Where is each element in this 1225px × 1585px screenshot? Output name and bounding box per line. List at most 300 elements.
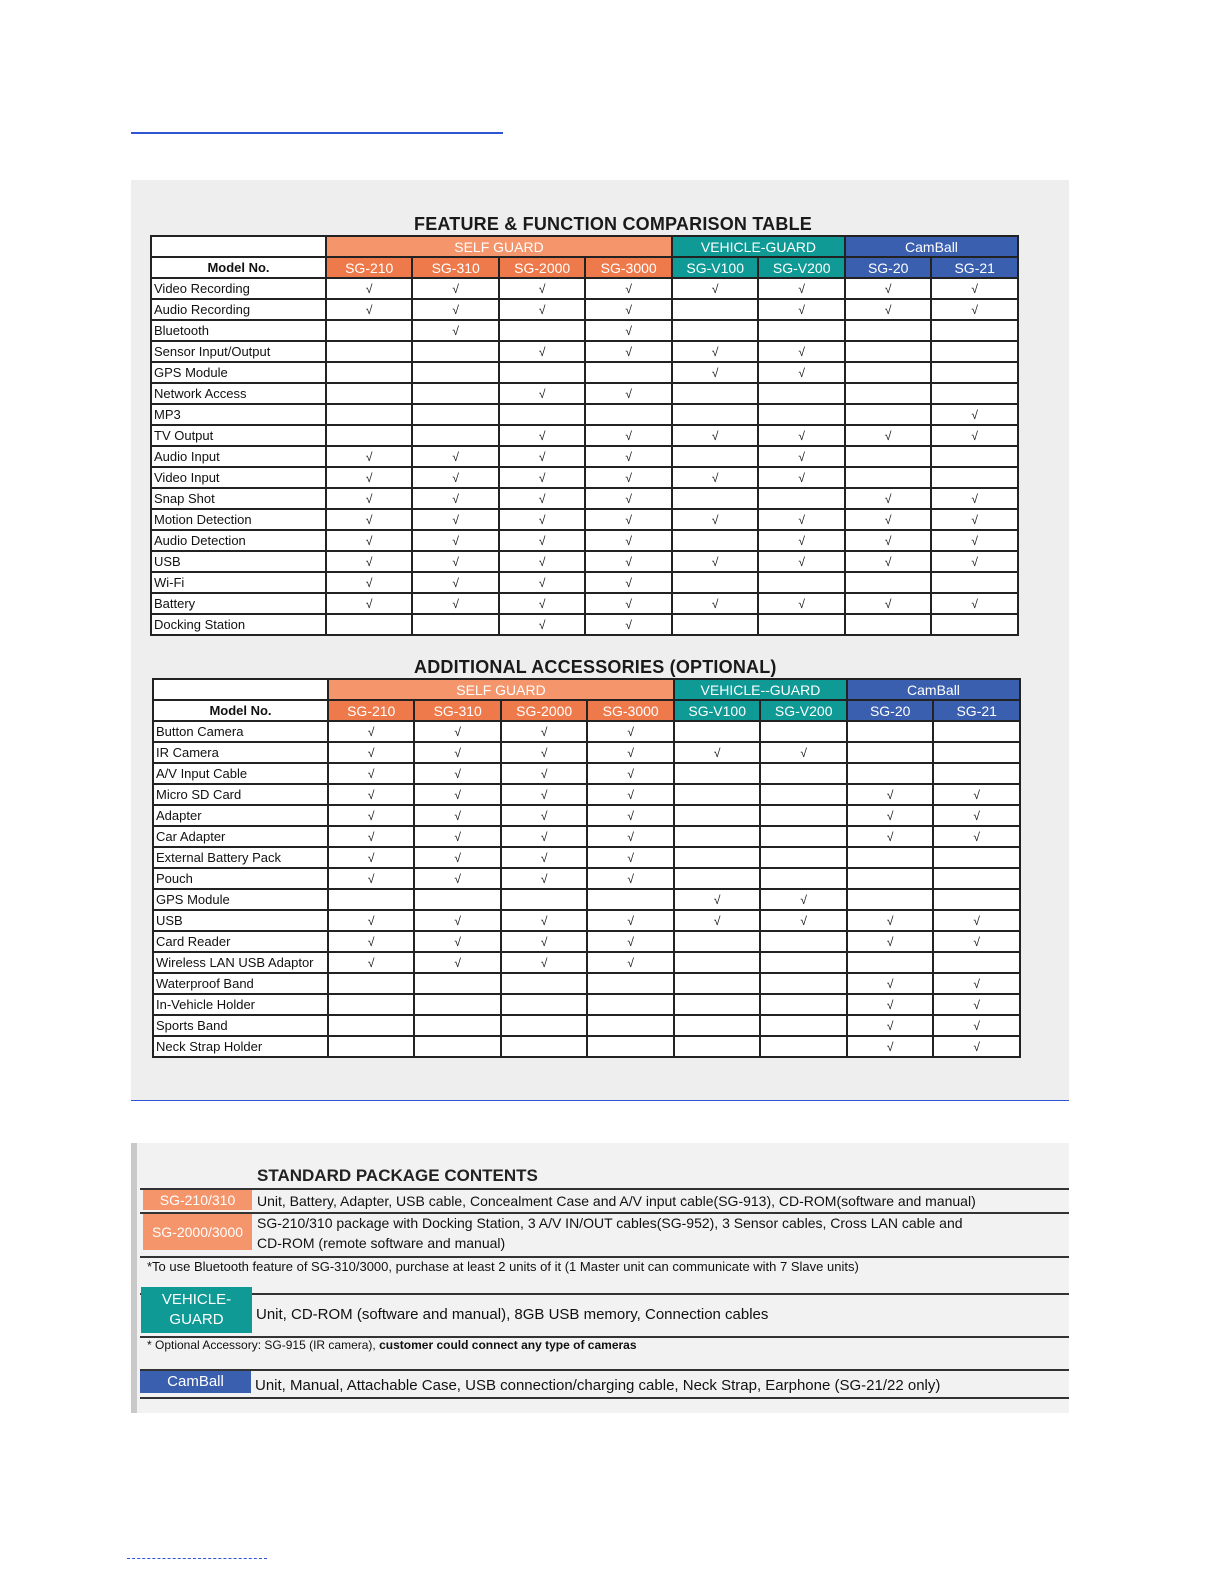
check-cell: √ xyxy=(587,763,674,784)
check-cell: √ xyxy=(845,551,931,572)
check-cell: √ xyxy=(672,425,758,446)
check-cell: √ xyxy=(499,278,585,299)
check-cell: √ xyxy=(758,467,845,488)
check-cell: √ xyxy=(499,488,585,509)
table-row xyxy=(153,847,1020,868)
check-cell: √ xyxy=(499,593,585,614)
check-cell: √ xyxy=(412,572,498,593)
check-cell: √ xyxy=(499,509,585,530)
check-cell xyxy=(499,362,585,383)
model-header: SG-20 xyxy=(847,700,933,721)
vehicle-guard-tag-line2: GUARD xyxy=(169,1311,224,1328)
check-cell xyxy=(931,362,1018,383)
check-cell xyxy=(760,826,847,847)
check-cell xyxy=(326,341,412,362)
accessory-table xyxy=(152,678,1021,1058)
sg210-package-contents: Unit, Battery, Adapter, USB cable, Concealment Case and A/V input cable(SG-913), CD-ROM(software and manual) xyxy=(257,1193,976,1209)
model-header: SG-210 xyxy=(326,257,412,278)
feature-table-title: FEATURE & FUNCTION COMPARISON TABLE xyxy=(414,214,812,234)
check-cell: √ xyxy=(845,278,931,299)
check-cell: √ xyxy=(501,952,587,973)
check-cell: √ xyxy=(499,572,585,593)
check-cell: √ xyxy=(501,910,587,931)
check-cell xyxy=(847,868,933,889)
check-cell xyxy=(412,425,498,446)
check-cell: √ xyxy=(585,425,672,446)
middle-rule xyxy=(131,1100,1069,1101)
package-divider xyxy=(140,1256,1069,1258)
table-row xyxy=(153,952,1020,973)
check-cell: √ xyxy=(326,278,412,299)
table-row xyxy=(151,278,1018,299)
model-header-row xyxy=(151,257,1018,278)
check-cell xyxy=(845,446,931,467)
check-cell: √ xyxy=(933,826,1020,847)
check-cell: √ xyxy=(933,1015,1020,1036)
check-cell xyxy=(760,1036,847,1057)
check-cell: √ xyxy=(412,488,498,509)
check-cell: √ xyxy=(931,299,1018,320)
table-row xyxy=(151,593,1018,614)
check-cell: √ xyxy=(326,572,412,593)
check-cell: √ xyxy=(499,530,585,551)
feature-label: TV Output xyxy=(151,425,326,446)
check-cell: √ xyxy=(845,509,931,530)
table-row xyxy=(153,1015,1020,1036)
check-cell xyxy=(328,1036,414,1057)
check-cell xyxy=(587,889,674,910)
check-cell: √ xyxy=(585,509,672,530)
bottom-rule xyxy=(127,1558,267,1560)
table-row xyxy=(153,805,1020,826)
check-cell: √ xyxy=(414,910,500,931)
check-cell: √ xyxy=(931,488,1018,509)
check-cell xyxy=(328,973,414,994)
sg210-package-tag: SG-210/310 xyxy=(143,1190,252,1210)
check-cell: √ xyxy=(847,805,933,826)
check-cell: √ xyxy=(414,805,500,826)
vehicle-guard-tag-line1: VEHICLE- xyxy=(161,1291,232,1308)
check-cell xyxy=(326,362,412,383)
check-cell: √ xyxy=(672,467,758,488)
feature-label: Car Adapter xyxy=(153,826,328,847)
check-cell: √ xyxy=(585,320,672,341)
check-cell xyxy=(760,784,847,805)
check-cell: √ xyxy=(326,446,412,467)
table-row xyxy=(153,994,1020,1015)
check-cell: √ xyxy=(501,721,587,742)
feature-comparison-table xyxy=(150,235,1019,636)
check-cell xyxy=(847,742,933,763)
header-blank-cell xyxy=(153,679,328,700)
table-row xyxy=(153,889,1020,910)
feature-label: Neck Strap Holder xyxy=(153,1036,328,1057)
check-cell: √ xyxy=(931,278,1018,299)
model-header: SG-21 xyxy=(931,257,1018,278)
check-cell: √ xyxy=(328,847,414,868)
check-cell xyxy=(328,1015,414,1036)
check-cell: √ xyxy=(847,826,933,847)
model-header: SG-20 xyxy=(845,257,931,278)
check-cell: √ xyxy=(933,931,1020,952)
feature-label: Audio Detection xyxy=(151,530,326,551)
check-cell: √ xyxy=(328,952,414,973)
table-row xyxy=(153,742,1020,763)
table-row xyxy=(153,1036,1020,1057)
sg2000-package-contents-line2: CD-ROM (remote software and manual) xyxy=(257,1235,506,1251)
check-cell: √ xyxy=(501,847,587,868)
check-cell xyxy=(845,572,931,593)
check-cell: √ xyxy=(933,910,1020,931)
check-cell: √ xyxy=(501,805,587,826)
model-header: SG-210 xyxy=(328,700,414,721)
check-cell: √ xyxy=(847,1015,933,1036)
check-cell xyxy=(412,614,498,635)
check-cell: √ xyxy=(585,341,672,362)
check-cell: √ xyxy=(931,530,1018,551)
check-cell: √ xyxy=(326,551,412,572)
table-row xyxy=(151,446,1018,467)
check-cell: √ xyxy=(587,847,674,868)
check-cell xyxy=(933,721,1020,742)
check-cell xyxy=(758,488,845,509)
check-cell: √ xyxy=(931,404,1018,425)
model-header: SG-V200 xyxy=(758,257,845,278)
package-divider xyxy=(140,1369,1069,1371)
feature-label: Video Recording xyxy=(151,278,326,299)
check-cell xyxy=(674,784,760,805)
check-cell: √ xyxy=(585,572,672,593)
check-cell: √ xyxy=(847,1036,933,1057)
table-row xyxy=(151,320,1018,341)
check-cell: √ xyxy=(758,593,845,614)
check-cell: √ xyxy=(412,530,498,551)
check-cell: √ xyxy=(412,320,498,341)
check-cell: √ xyxy=(326,467,412,488)
check-cell xyxy=(672,299,758,320)
sg2000-package-contents-line1: SG-210/310 package with Docking Station, 3 A/V IN/OUT cables(SG-952), 3 Sensor cables, Cross LAN cable and xyxy=(257,1215,963,1231)
check-cell xyxy=(760,973,847,994)
check-cell xyxy=(414,973,500,994)
check-cell xyxy=(933,952,1020,973)
table-row xyxy=(151,383,1018,404)
check-cell: √ xyxy=(414,784,500,805)
check-cell: √ xyxy=(499,299,585,320)
check-cell: √ xyxy=(501,868,587,889)
table-row xyxy=(153,973,1020,994)
package-divider xyxy=(140,1188,1069,1190)
feature-label: External Battery Pack xyxy=(153,847,328,868)
check-cell: √ xyxy=(585,467,672,488)
table-row xyxy=(151,341,1018,362)
check-cell xyxy=(933,847,1020,868)
check-cell xyxy=(931,446,1018,467)
check-cell xyxy=(674,805,760,826)
model-number-label: Model No. xyxy=(153,700,328,721)
check-cell xyxy=(501,973,587,994)
check-cell xyxy=(845,341,931,362)
check-cell: √ xyxy=(412,299,498,320)
check-cell: √ xyxy=(585,551,672,572)
check-cell: √ xyxy=(585,383,672,404)
table-row xyxy=(151,530,1018,551)
check-cell: √ xyxy=(845,593,931,614)
check-cell xyxy=(672,572,758,593)
check-cell xyxy=(760,952,847,973)
check-cell: √ xyxy=(414,931,500,952)
check-cell xyxy=(326,404,412,425)
check-cell xyxy=(933,868,1020,889)
check-cell: √ xyxy=(587,805,674,826)
check-cell: √ xyxy=(847,910,933,931)
check-cell: √ xyxy=(672,593,758,614)
check-cell xyxy=(760,763,847,784)
check-cell: √ xyxy=(760,742,847,763)
check-cell xyxy=(847,952,933,973)
check-cell xyxy=(672,446,758,467)
check-cell: √ xyxy=(672,362,758,383)
check-cell xyxy=(931,320,1018,341)
top-rule xyxy=(131,132,503,134)
check-cell: √ xyxy=(328,784,414,805)
check-cell xyxy=(501,994,587,1015)
check-cell: √ xyxy=(845,299,931,320)
table-row xyxy=(151,404,1018,425)
check-cell xyxy=(412,341,498,362)
table-row xyxy=(151,362,1018,383)
check-cell: √ xyxy=(847,931,933,952)
check-cell xyxy=(931,341,1018,362)
check-cell xyxy=(674,847,760,868)
check-cell: √ xyxy=(328,742,414,763)
check-cell xyxy=(672,488,758,509)
table-row xyxy=(151,425,1018,446)
check-cell: √ xyxy=(674,910,760,931)
feature-label: GPS Module xyxy=(153,889,328,910)
check-cell xyxy=(760,931,847,952)
check-cell: √ xyxy=(760,910,847,931)
model-header: SG-3000 xyxy=(585,257,672,278)
feature-label: Wi-Fi xyxy=(151,572,326,593)
check-cell: √ xyxy=(672,341,758,362)
check-cell xyxy=(501,1036,587,1057)
check-cell xyxy=(847,889,933,910)
check-cell xyxy=(758,320,845,341)
check-cell xyxy=(674,721,760,742)
feature-label: A/V Input Cable xyxy=(153,763,328,784)
sg2000-package-tag: SG-2000/3000 xyxy=(143,1214,252,1250)
table-row xyxy=(151,299,1018,320)
check-cell xyxy=(501,889,587,910)
check-cell xyxy=(760,805,847,826)
group-header: SELF GUARD xyxy=(326,236,672,257)
vehicle-guard-package-tag xyxy=(141,1287,252,1333)
table-row xyxy=(151,509,1018,530)
check-cell xyxy=(328,889,414,910)
table-row xyxy=(153,784,1020,805)
check-cell xyxy=(326,425,412,446)
check-cell: √ xyxy=(674,742,760,763)
check-cell xyxy=(845,467,931,488)
check-cell xyxy=(758,404,845,425)
table-row xyxy=(153,721,1020,742)
feature-label: Micro SD Card xyxy=(153,784,328,805)
check-cell: √ xyxy=(328,721,414,742)
check-cell: √ xyxy=(414,952,500,973)
check-cell xyxy=(674,931,760,952)
check-cell: √ xyxy=(587,826,674,847)
model-header: SG-V100 xyxy=(672,257,758,278)
optional-accessory-note xyxy=(147,1338,637,1352)
bluetooth-note: *To use Bluetooth feature of SG-310/3000, purchase at least 2 units of it (1 Master unit can communicate with 7 Slave units) xyxy=(147,1259,859,1274)
check-cell: √ xyxy=(328,763,414,784)
package-panel-edge xyxy=(131,1143,137,1413)
feature-label: Audio Recording xyxy=(151,299,326,320)
check-cell xyxy=(414,994,500,1015)
group-header-row xyxy=(153,679,1020,700)
feature-label: USB xyxy=(153,910,328,931)
check-cell xyxy=(672,383,758,404)
check-cell: √ xyxy=(933,784,1020,805)
group-header: VEHICLE-GUARD xyxy=(672,236,845,257)
check-cell xyxy=(933,763,1020,784)
check-cell: √ xyxy=(758,509,845,530)
check-cell xyxy=(672,320,758,341)
feature-label: Battery xyxy=(151,593,326,614)
table-row xyxy=(151,614,1018,635)
check-cell xyxy=(674,868,760,889)
check-cell: √ xyxy=(499,446,585,467)
check-cell: √ xyxy=(933,805,1020,826)
feature-label: IR Camera xyxy=(153,742,328,763)
check-cell: √ xyxy=(328,868,414,889)
feature-label: Motion Detection xyxy=(151,509,326,530)
check-cell xyxy=(674,973,760,994)
check-cell xyxy=(587,1015,674,1036)
model-header-row xyxy=(153,700,1020,721)
check-cell: √ xyxy=(585,299,672,320)
check-cell: √ xyxy=(326,299,412,320)
check-cell: √ xyxy=(931,509,1018,530)
feature-label: GPS Module xyxy=(151,362,326,383)
check-cell: √ xyxy=(758,446,845,467)
check-cell: √ xyxy=(587,721,674,742)
check-cell xyxy=(758,572,845,593)
check-cell: √ xyxy=(499,614,585,635)
check-cell: √ xyxy=(326,509,412,530)
check-cell xyxy=(847,763,933,784)
group-header: CamBall xyxy=(847,679,1020,700)
check-cell: √ xyxy=(587,868,674,889)
check-cell xyxy=(414,1036,500,1057)
check-cell xyxy=(931,572,1018,593)
optional-accessory-note-bold: customer could connect any type of cameras xyxy=(379,1338,637,1352)
camball-package-contents: Unit, Manual, Attachable Case, USB connection/charging cable, Neck Strap, Earphone (SG-21/22 only) xyxy=(255,1377,941,1394)
check-cell xyxy=(847,721,933,742)
model-header: SG-310 xyxy=(412,257,498,278)
check-cell xyxy=(758,383,845,404)
feature-label: Docking Station xyxy=(151,614,326,635)
check-cell: √ xyxy=(933,1036,1020,1057)
table-row xyxy=(153,868,1020,889)
check-cell: √ xyxy=(587,742,674,763)
feature-label: Video Input xyxy=(151,467,326,488)
check-cell xyxy=(931,383,1018,404)
table-row xyxy=(151,551,1018,572)
check-cell: √ xyxy=(933,973,1020,994)
check-cell: √ xyxy=(499,551,585,572)
check-cell: √ xyxy=(499,467,585,488)
check-cell: √ xyxy=(501,742,587,763)
check-cell xyxy=(585,404,672,425)
model-header: SG-2000 xyxy=(501,700,587,721)
check-cell xyxy=(760,994,847,1015)
check-cell xyxy=(326,320,412,341)
feature-label: Bluetooth xyxy=(151,320,326,341)
model-header: SG-V200 xyxy=(760,700,847,721)
check-cell: √ xyxy=(501,763,587,784)
optional-accessory-note-text: * Optional Accessory: SG-915 (IR camera), xyxy=(147,1338,380,1352)
check-cell: √ xyxy=(414,868,500,889)
check-cell: √ xyxy=(758,299,845,320)
check-cell xyxy=(845,404,931,425)
check-cell: √ xyxy=(414,763,500,784)
check-cell: √ xyxy=(326,530,412,551)
check-cell xyxy=(674,1015,760,1036)
check-cell: √ xyxy=(847,994,933,1015)
check-cell: √ xyxy=(412,593,498,614)
check-cell: √ xyxy=(931,551,1018,572)
check-cell: √ xyxy=(412,467,498,488)
check-cell xyxy=(672,404,758,425)
check-cell xyxy=(931,614,1018,635)
group-header: SELF GUARD xyxy=(328,679,674,700)
check-cell xyxy=(328,994,414,1015)
check-cell: √ xyxy=(931,425,1018,446)
feature-label: Snap Shot xyxy=(151,488,326,509)
check-cell: √ xyxy=(499,383,585,404)
check-cell: √ xyxy=(501,784,587,805)
feature-label: Sports Band xyxy=(153,1015,328,1036)
check-cell xyxy=(501,1015,587,1036)
table-row xyxy=(153,763,1020,784)
check-cell: √ xyxy=(758,278,845,299)
check-cell xyxy=(672,614,758,635)
check-cell: √ xyxy=(501,931,587,952)
model-header: SG-310 xyxy=(414,700,500,721)
table-row xyxy=(153,931,1020,952)
feature-label: Adapter xyxy=(153,805,328,826)
check-cell xyxy=(933,742,1020,763)
check-cell xyxy=(674,1036,760,1057)
model-number-label: Model No. xyxy=(151,257,326,278)
check-cell: √ xyxy=(587,952,674,973)
check-cell xyxy=(412,362,498,383)
check-cell: √ xyxy=(587,931,674,952)
check-cell xyxy=(760,868,847,889)
check-cell: √ xyxy=(412,446,498,467)
check-cell xyxy=(414,889,500,910)
check-cell: √ xyxy=(672,509,758,530)
check-cell xyxy=(845,614,931,635)
check-cell xyxy=(587,973,674,994)
check-cell xyxy=(412,383,498,404)
feature-label: Waterproof Band xyxy=(153,973,328,994)
check-cell xyxy=(845,320,931,341)
check-cell: √ xyxy=(328,805,414,826)
check-cell: √ xyxy=(328,826,414,847)
check-cell: √ xyxy=(585,593,672,614)
